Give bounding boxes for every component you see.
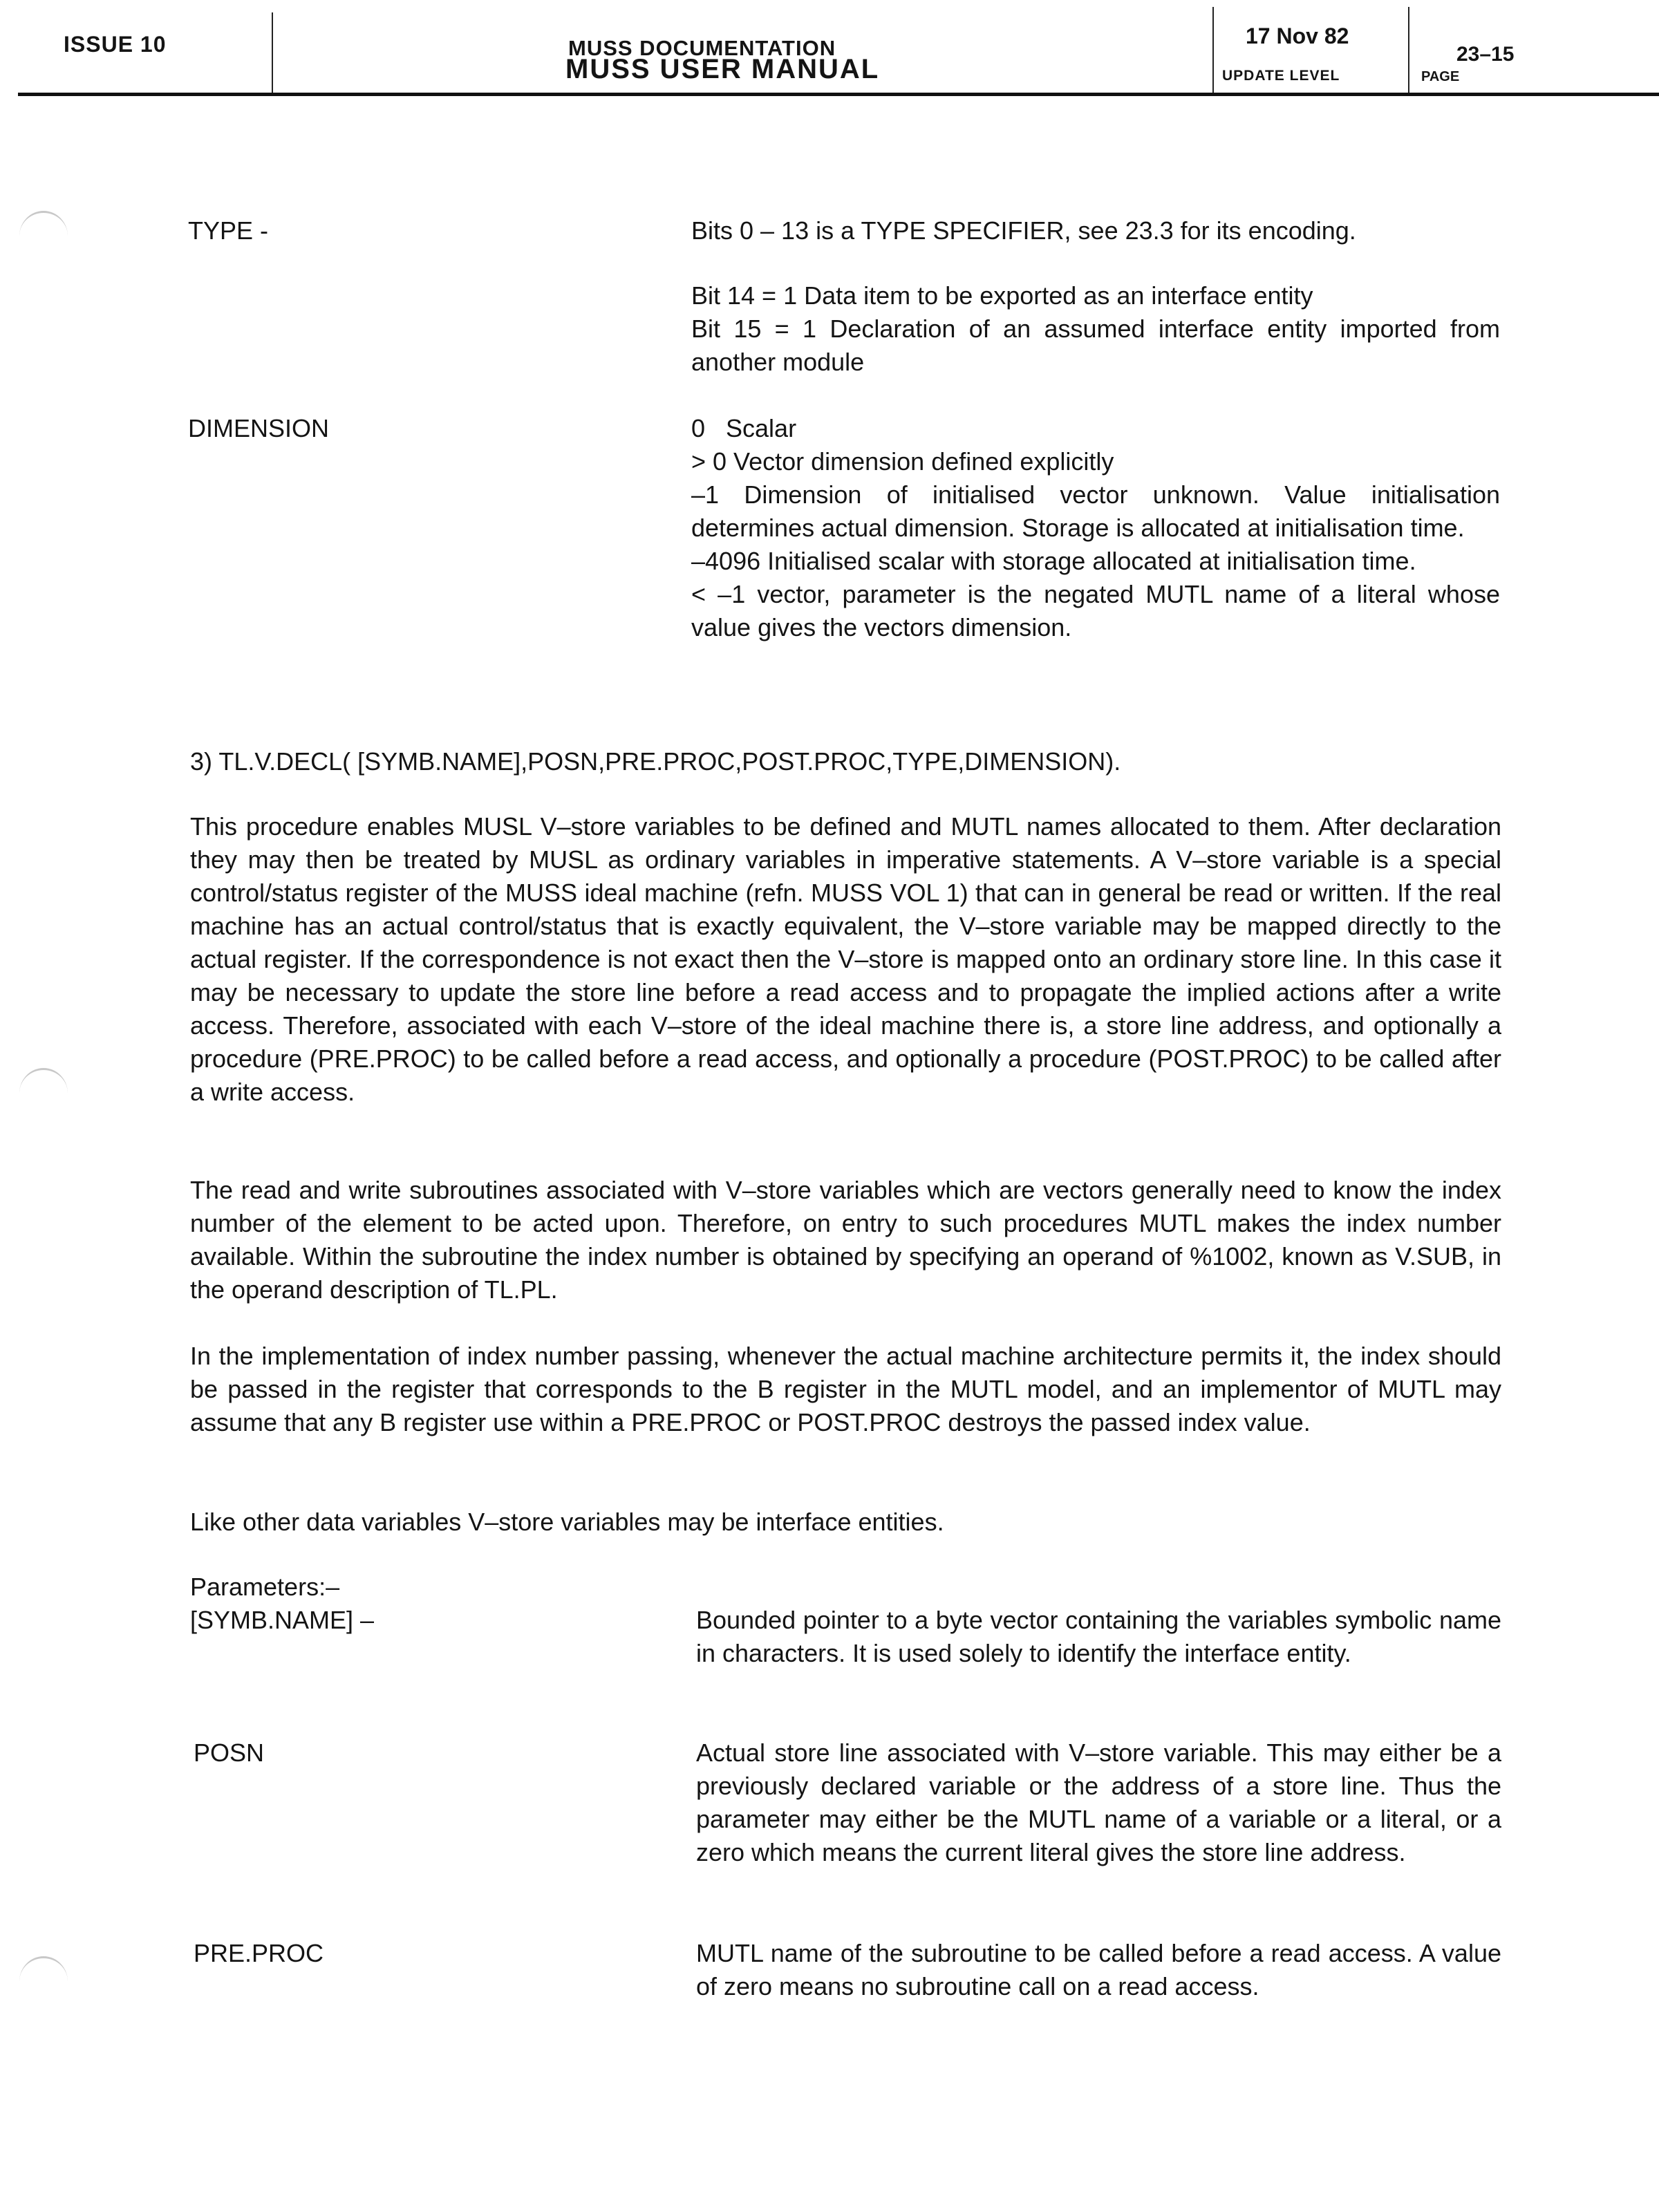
manual-title: MUSS USER MANUAL [565, 54, 880, 84]
dimension-item: < –1 vector, parameter is the negated MUTL name of a literal whose value gives the vectors dimension. [691, 580, 1500, 641]
body-paragraph: In the implementation of index number passing, whenever the actual machine architecture permits it, the index should be passed in the register that corresponds to the B register in the MUTL model, and an implementor of MUTL may assume that any B register use within a PRE.PROC or POST.PROC destroys the passed index value. [190, 1342, 1501, 1436]
type-specifier-line: Bits 0 – 13 is a TYPE SPECIFIER, see 23.3 for its encoding. [691, 216, 1356, 245]
binder-hole-mark [19, 1068, 68, 1118]
update-date: 17 Nov 82 [1246, 24, 1349, 48]
type-label: TYPE - [188, 216, 269, 245]
type-bits [691, 279, 1500, 379]
dimension-item: –1 Dimension of initialised vector unknown. Value initialisation determines actual dimension. Storage is allocated at initialisation time. [691, 480, 1500, 542]
parameter-description: Bounded pointer to a byte vector containing the variables symbolic name in characters. It is used solely to identify the interface entity. [696, 1606, 1501, 1667]
update-level-label: UPDATE LEVEL [1222, 68, 1340, 84]
page-label: PAGE [1421, 69, 1460, 84]
dimension-item: 0 Scalar [691, 414, 797, 442]
procedure-heading: 3) TL.V.DECL( [SYMB.NAME],POSN,PRE.PROC,POST.PROC,TYPE,DIMENSION). [190, 747, 1121, 776]
parameter-description: MUTL name of the subroutine to be called before a read access. A value of zero means no subroutine call on a read access. [696, 1939, 1501, 2000]
binder-hole-mark [19, 1956, 68, 2007]
body-paragraph: Like other data variables V–store variables may be interface entities. [190, 1508, 944, 1536]
binder-hole-mark [19, 211, 68, 261]
type-description [691, 214, 1500, 247]
document-series-title: MUSS DOCUMENTATION [568, 36, 836, 60]
issue-label: ISSUE 10 [64, 32, 167, 57]
parameter-name: PRE.PROC [194, 1939, 324, 1967]
type-bit-14: Bit 14 = 1 Data item to be exported as an interface entity [691, 281, 1313, 310]
parameter-name: POSN [194, 1738, 265, 1767]
parameter-name: [SYMB.NAME] – [190, 1606, 375, 1634]
dimension-label: DIMENSION [188, 414, 330, 442]
dimension-item: > 0 Vector dimension defined explicitly [691, 447, 1114, 476]
dimension-item: –4096 Initialised scalar with storage allocated at initialisation time. [691, 547, 1416, 575]
header-divider [272, 12, 273, 95]
page-number: 23–15 [1456, 43, 1515, 66]
header-divider [1212, 7, 1214, 95]
parameter-description: Actual store line associated with V–store variable. This may either be a previously declared variable or the address of a store line. Thus the parameter may either be the MUTL name of a variable or a literal, or a zero which means the current literal gives the store line address. [696, 1738, 1501, 1866]
header-divider [1408, 7, 1409, 95]
body-paragraph: The read and write subroutines associated with V–store variables which are vectors generally need to know the index number of the element to be acted upon. Therefore, on entry to such procedures MUTL makes the index number available. Within the subroutine the index number is obtained by specifying an operand of %1002, known as V.SUB, in the operand description of TL.PL. [190, 1176, 1501, 1304]
body-paragraph: This procedure enables MUSL V–store variables to be defined and MUTL names allocated to them. After declaration they may then be treated by MUSL as ordinary variables in imperative statements. A V–store variable is a special control/status register of the MUSS ideal machine (refn. MUSS VOL 1) that can in general be read or written. If the real machine has an actual control/status that is exactly equivalent, the V–store variable may be mapped directly to the actual register. If the correspondence is not exact then the V–store is mapped onto an ordinary store line. In this case it may be necessary to update the store line before a read access and to propagate the implied actions after a write access. Therefore, associated with each V–store of the ideal machine there is, a store line address, and optionally a procedure (PRE.PROC) to be called before a read access, and optionally a procedure (POST.PROC) to be called after a write access. [190, 812, 1501, 1106]
header-rule [18, 93, 1659, 96]
dimension-values [691, 412, 1500, 644]
type-bit-15: Bit 15 = 1 Declaration of an assumed interface entity imported from another module [691, 315, 1500, 376]
parameters-heading: Parameters:– [190, 1573, 340, 1601]
